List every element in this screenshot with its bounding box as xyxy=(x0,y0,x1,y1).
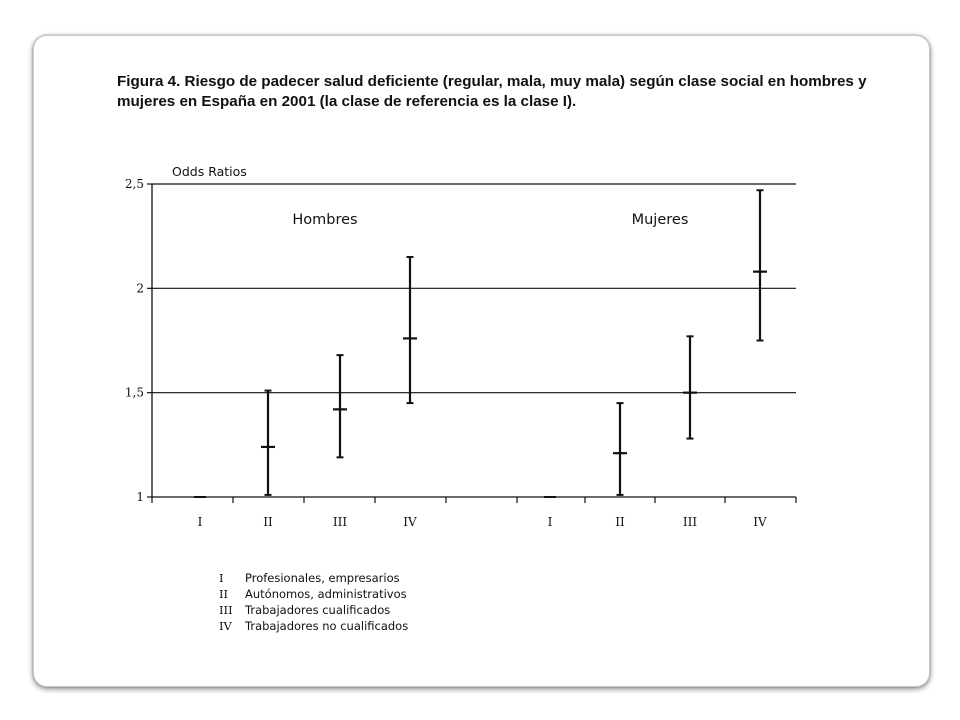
y-tick-label: 1,5 xyxy=(124,385,144,400)
x-tick-label: IV xyxy=(403,515,417,529)
x-tick-label: I xyxy=(197,515,203,529)
x-tick-label: II xyxy=(263,515,273,529)
y-tick-label: 2 xyxy=(136,281,144,296)
x-tick-label: III xyxy=(332,515,348,529)
legend-label: Profesionales, empresarios xyxy=(245,571,400,585)
legend-code: IV xyxy=(219,619,232,633)
legend-item xyxy=(219,586,408,602)
y-tick-label: 2,5 xyxy=(124,177,144,191)
x-tick-label: IV xyxy=(753,515,767,529)
x-tick-label: III xyxy=(682,515,698,529)
legend-item xyxy=(219,618,408,634)
legend-label: Trabajadores cualificados xyxy=(245,603,391,617)
legend-code: I xyxy=(219,571,224,585)
legend-item xyxy=(219,602,408,618)
y-tick-label: 1 xyxy=(136,490,144,504)
group-label: Hombres xyxy=(292,212,358,228)
group-label: Mujeres xyxy=(631,212,689,228)
class-legend xyxy=(219,570,408,634)
legend-label: Trabajadores no cualificados xyxy=(245,619,409,633)
figure-title: Figura 4. Riesgo de padecer salud deficiente (regular, mala, muy mala) según clase social en hombres y mujeres en España en 2001 (la clase de referencia es la clase I). xyxy=(117,73,867,110)
y-axis-title: Odds Ratios xyxy=(172,164,247,179)
legend-item xyxy=(219,570,408,586)
legend-code: II xyxy=(219,587,229,601)
legend-label: Autónomos, administrativos xyxy=(245,587,407,601)
legend-code: III xyxy=(219,603,233,617)
x-tick-label: II xyxy=(615,515,625,529)
x-tick-label: I xyxy=(547,515,553,529)
